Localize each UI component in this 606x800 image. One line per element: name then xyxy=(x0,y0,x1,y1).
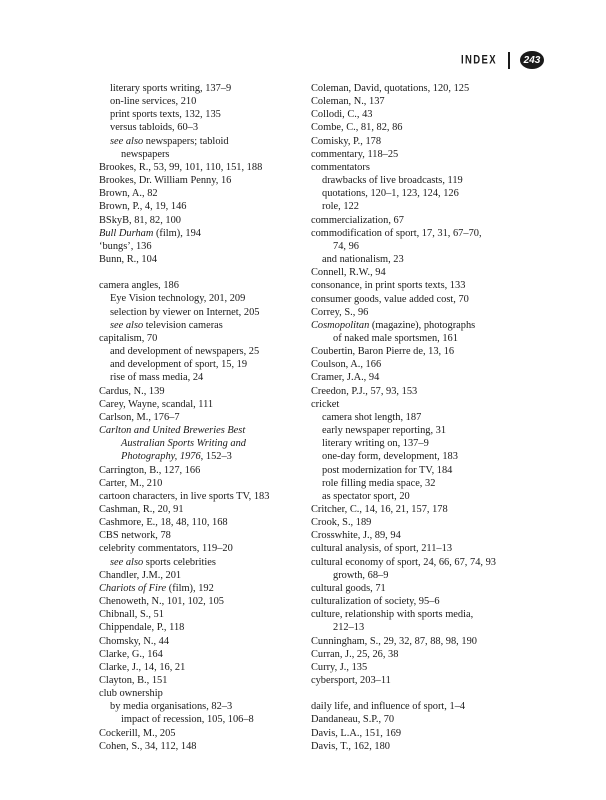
entry-text: Brookes, Dr. William Penny, 16 xyxy=(99,175,232,187)
entry-text: Coubertin, Baron Pierre de, 13, 16 xyxy=(311,346,455,358)
entry-text: Cunningham, S., 29, 32, 87, 88, 98, 190 xyxy=(311,635,477,647)
index-subentry xyxy=(99,700,299,713)
index-entry xyxy=(311,148,531,161)
entry-text: quotations, 120–1, 123, 124, 126 xyxy=(322,188,459,200)
entry-text: consumer goods, value added cost, 70 xyxy=(311,293,469,305)
index-entry xyxy=(311,648,531,661)
entry-text: role, 122 xyxy=(322,201,359,213)
index-entry xyxy=(99,332,299,345)
index-subentry xyxy=(311,437,531,450)
entry-text: Cramer, J.A., 94 xyxy=(311,372,380,384)
entry-text: Carter, M., 210 xyxy=(99,477,163,489)
index-entry xyxy=(311,556,531,569)
index-entry xyxy=(311,82,531,95)
entry-text: Curry, J., 135 xyxy=(311,661,368,673)
index-entry xyxy=(311,319,531,332)
entry-text: cultural goods, 71 xyxy=(311,582,386,594)
index-entry xyxy=(99,542,299,555)
index-entry xyxy=(99,279,299,292)
entry-text: 212–13 xyxy=(333,622,365,634)
entry-text: cultural analysis, of sport, 211–13 xyxy=(311,543,453,555)
entry-text: Carey, Wayne, scandal, 111 xyxy=(99,398,214,410)
entry-text: daily life, and influence of sport, 1–4 xyxy=(311,701,466,713)
index-entry xyxy=(311,279,531,292)
entry-text: commentators xyxy=(311,161,370,173)
entry-text: one-day form, development, 183 xyxy=(322,451,458,463)
index-subentry xyxy=(311,332,531,345)
index-entry xyxy=(311,214,531,227)
entry-text: cartoon characters, in live sports TV, 183 xyxy=(99,490,270,502)
index-subentry xyxy=(99,713,299,726)
entry-text: Bunn, R., 104 xyxy=(99,254,158,266)
index-subentry xyxy=(99,319,299,332)
index-entry xyxy=(99,187,299,200)
entry-text: , 152–3 xyxy=(200,451,232,463)
index-column-right xyxy=(311,82,531,753)
entry-text: Chandler, J.M., 201 xyxy=(99,569,182,581)
index-entry xyxy=(99,240,299,253)
index-entry xyxy=(99,621,299,634)
entry-text: Coleman, N., 137 xyxy=(311,96,385,108)
entry-text: Correy, S., 96 xyxy=(311,306,369,318)
entry-text: Connell, R.W., 94 xyxy=(311,267,386,279)
entry-text: Collodi, C., 43 xyxy=(311,109,373,121)
entry-text: of naked male sportsmen, 161 xyxy=(333,332,458,344)
entry-text: and nationalism, 23 xyxy=(322,254,404,266)
index-entry xyxy=(311,398,531,411)
index-entry xyxy=(311,635,531,648)
index-subentry xyxy=(99,108,299,121)
entry-text: on-line services, 210 xyxy=(110,96,197,108)
index-column-left xyxy=(99,82,299,753)
entry-text: newspapers xyxy=(121,148,170,160)
index-subentry xyxy=(311,200,531,213)
entry-text: print sports texts, 132, 135 xyxy=(110,109,221,121)
entry-text: by media organisations, 82–3 xyxy=(110,701,233,713)
entry-text: BSkyB, 81, 82, 100 xyxy=(99,214,181,226)
index-entry xyxy=(99,635,299,648)
entry-text: cybersport, 203–11 xyxy=(311,675,391,687)
index-entry xyxy=(311,95,531,108)
italic-text: Bull Durham xyxy=(99,227,154,239)
entry-text: television cameras xyxy=(143,319,223,331)
index-entry xyxy=(99,161,299,174)
index-entry xyxy=(311,371,531,384)
entry-text: commodification of sport, 17, 31, 67–70, xyxy=(311,227,482,239)
entry-text: newspapers; tabloid xyxy=(143,135,229,147)
index-subentry xyxy=(311,464,531,477)
entry-text: 74, 96 xyxy=(333,240,359,252)
index-subentry xyxy=(99,345,299,358)
index-subentry xyxy=(99,450,299,463)
index-subentry xyxy=(99,437,299,450)
entry-text: early newspaper reporting, 31 xyxy=(322,425,447,437)
italic-text: Carlton and United Breweries Best xyxy=(99,425,246,437)
index-subentry xyxy=(311,411,531,424)
index-subentry xyxy=(99,148,299,161)
entry-text: (magazine), photographs xyxy=(369,319,476,331)
entry-text: drawbacks of live broadcasts, 119 xyxy=(322,175,463,187)
index-subentry xyxy=(99,306,299,319)
entry-text: Cashmore, E., 18, 48, 110, 168 xyxy=(99,517,228,529)
entry-text: (film), 192 xyxy=(166,582,214,594)
entry-text: capitalism, 70 xyxy=(99,332,158,344)
entry-text: Cockerill, M., 205 xyxy=(99,727,176,739)
entry-text: Crook, S., 189 xyxy=(311,517,372,529)
index-subentry xyxy=(99,121,299,134)
index-entry xyxy=(311,385,531,398)
index-subentry xyxy=(99,358,299,371)
letter-group-gap xyxy=(99,266,299,279)
entry-text: Critcher, C., 14, 16, 21, 157, 178 xyxy=(311,504,448,515)
index-entry xyxy=(99,569,299,582)
letter-group-gap xyxy=(311,687,531,700)
entry-text: commentary, 118–25 xyxy=(311,148,399,160)
index-subentry xyxy=(99,135,299,148)
running-header xyxy=(461,50,544,70)
index-subentry xyxy=(311,490,531,503)
entry-text: Combe, C., 81, 82, 86 xyxy=(311,122,403,134)
entry-text: camera angles, 186 xyxy=(99,280,179,292)
index-entry xyxy=(99,227,299,240)
index-entry xyxy=(311,608,531,621)
entry-text: Davis, T., 162, 180 xyxy=(311,740,390,752)
index-subentry xyxy=(311,174,531,187)
entry-text: rise of mass media, 24 xyxy=(110,372,204,384)
entry-text: Brookes, R., 53, 99, 101, 110, 151, 188 xyxy=(99,161,263,173)
index-entry xyxy=(99,529,299,542)
entry-text: Eye Vision technology, 201, 209 xyxy=(110,293,246,305)
running-head-label: INDEX xyxy=(460,53,497,67)
entry-text: Crosswhite, J., 89, 94 xyxy=(311,530,401,542)
entry-text: Coleman, David, quotations, 120, 125 xyxy=(311,83,470,94)
entry-text: and development of sport, 15, 19 xyxy=(110,359,248,371)
entry-text: literary writing on, 137–9 xyxy=(322,438,429,450)
index-entry xyxy=(311,582,531,595)
index-entry xyxy=(311,595,531,608)
italic-text: see also xyxy=(110,135,144,147)
italic-text: Chariots of Fire xyxy=(99,582,167,594)
entry-text: Creedon, P.J., 57, 93, 153 xyxy=(311,385,418,397)
header-divider xyxy=(508,52,510,69)
index-entry xyxy=(99,648,299,661)
index-entry xyxy=(99,385,299,398)
entry-text: Chippendale, P., 118 xyxy=(99,622,185,634)
index-subentry xyxy=(99,95,299,108)
index-entry xyxy=(311,516,531,529)
index-entry xyxy=(311,727,531,740)
entry-text: commercialization, 67 xyxy=(311,214,404,226)
entry-text: cricket xyxy=(311,398,340,410)
index-subentry xyxy=(311,253,531,266)
italic-text: Photography, 1976 xyxy=(121,451,201,463)
index-entry xyxy=(311,740,531,753)
entry-text: cultural economy of sport, 24, 66, 67, 74, 93 xyxy=(311,556,496,568)
entry-text: ‘bungs’, 136 xyxy=(99,240,152,252)
entry-text: growth, 68–9 xyxy=(333,569,389,581)
index-subentry xyxy=(99,556,299,569)
entry-text: Carrington, B., 127, 166 xyxy=(99,464,201,476)
entry-text: Comisky, P., 178 xyxy=(311,135,382,147)
index-entry xyxy=(311,700,531,713)
index-subentry xyxy=(311,477,531,490)
entry-text: sports celebrities xyxy=(143,556,216,568)
index-entry xyxy=(99,490,299,503)
index-entry xyxy=(99,608,299,621)
entry-text: club ownership xyxy=(99,688,163,700)
index-subentry xyxy=(311,450,531,463)
entry-text: Coulson, A., 166 xyxy=(311,359,382,371)
entry-text: culturalization of society, 95–6 xyxy=(311,596,440,608)
index-subentry xyxy=(99,292,299,305)
index-entry xyxy=(99,477,299,490)
index-entry xyxy=(311,358,531,371)
page-number-badge: 243 xyxy=(520,51,544,69)
italic-text: see also xyxy=(110,319,144,331)
index-entry xyxy=(311,713,531,726)
entry-text: Clarke, J., 14, 16, 21 xyxy=(99,661,186,673)
italic-text: Australian Sports Writing and xyxy=(121,438,246,450)
index-subentry xyxy=(99,82,299,95)
index-entry xyxy=(311,674,531,687)
entry-text: (film), 194 xyxy=(153,227,201,239)
entry-text: post modernization for TV, 184 xyxy=(322,464,453,476)
italic-text: see also xyxy=(110,556,144,568)
entry-text: literary sports writing, 137–9 xyxy=(110,83,232,94)
index-entry xyxy=(99,398,299,411)
index-entry xyxy=(311,227,531,240)
index-entry xyxy=(99,687,299,700)
entry-text: Chomsky, N., 44 xyxy=(99,635,170,647)
entry-text: Brown, P., 4, 19, 146 xyxy=(99,201,187,213)
italic-text: Cosmopolitan xyxy=(311,319,370,331)
entry-text: camera shot length, 187 xyxy=(322,411,422,423)
entry-text: Clarke, G., 164 xyxy=(99,648,163,660)
index-entry xyxy=(311,135,531,148)
entry-text: versus tabloids, 60–3 xyxy=(110,122,199,134)
entry-text: CBS network, 78 xyxy=(99,530,171,542)
index-entry xyxy=(311,503,531,516)
index-entry xyxy=(99,740,299,753)
entry-text: Cohen, S., 34, 112, 148 xyxy=(99,740,197,752)
index-entry xyxy=(311,529,531,542)
entry-text: role filling media space, 32 xyxy=(322,477,436,489)
index-entry xyxy=(99,674,299,687)
entry-text: culture, relationship with sports media, xyxy=(311,609,474,621)
entry-text: Davis, L.A., 151, 169 xyxy=(311,727,402,739)
index-entry xyxy=(99,424,299,437)
index-subentry xyxy=(99,371,299,384)
index-subentry xyxy=(311,569,531,582)
entry-text: Clayton, B., 151 xyxy=(99,675,168,687)
index-entry xyxy=(99,582,299,595)
index-entry xyxy=(99,214,299,227)
index-entry xyxy=(311,293,531,306)
index-subentry xyxy=(311,621,531,634)
index-entry xyxy=(99,595,299,608)
index-entry xyxy=(99,253,299,266)
entry-text: celebrity commentators, 119–20 xyxy=(99,543,233,555)
index-entry xyxy=(311,306,531,319)
index-subentry xyxy=(311,240,531,253)
index-entry xyxy=(99,411,299,424)
index-entry xyxy=(311,161,531,174)
entry-text: as spectator sport, 20 xyxy=(322,490,410,502)
index-entry xyxy=(311,661,531,674)
index-entry xyxy=(311,108,531,121)
entry-text: Dandaneau, S.P., 70 xyxy=(311,714,395,726)
index-entry xyxy=(311,345,531,358)
index-entry xyxy=(99,174,299,187)
entry-text: Chibnall, S., 51 xyxy=(99,609,164,621)
index-entry xyxy=(311,121,531,134)
index-entry xyxy=(311,542,531,555)
index-entry xyxy=(99,661,299,674)
entry-text: Chenoweth, N., 101, 102, 105 xyxy=(99,596,224,608)
index-entry xyxy=(99,200,299,213)
index-entry xyxy=(99,503,299,516)
index-entry xyxy=(99,727,299,740)
entry-text: and development of newspapers, 25 xyxy=(110,346,260,358)
entry-text: Cashman, R., 20, 91 xyxy=(99,503,184,515)
entry-text: Brown, A., 82 xyxy=(99,188,158,200)
entry-text: Carlson, M., 176–7 xyxy=(99,411,180,423)
index-entry xyxy=(311,266,531,279)
entry-text: Cardus, N., 139 xyxy=(99,385,165,397)
entry-text: selection by viewer on Internet, 205 xyxy=(110,306,260,318)
entry-text: consonance, in print sports texts, 133 xyxy=(311,280,466,292)
entry-text: impact of recession, 105, 106–8 xyxy=(121,714,254,726)
index-subentry xyxy=(311,424,531,437)
index-entry xyxy=(99,516,299,529)
entry-text: Curran, J., 25, 26, 38 xyxy=(311,648,399,660)
index-entry xyxy=(99,464,299,477)
index-subentry xyxy=(311,187,531,200)
